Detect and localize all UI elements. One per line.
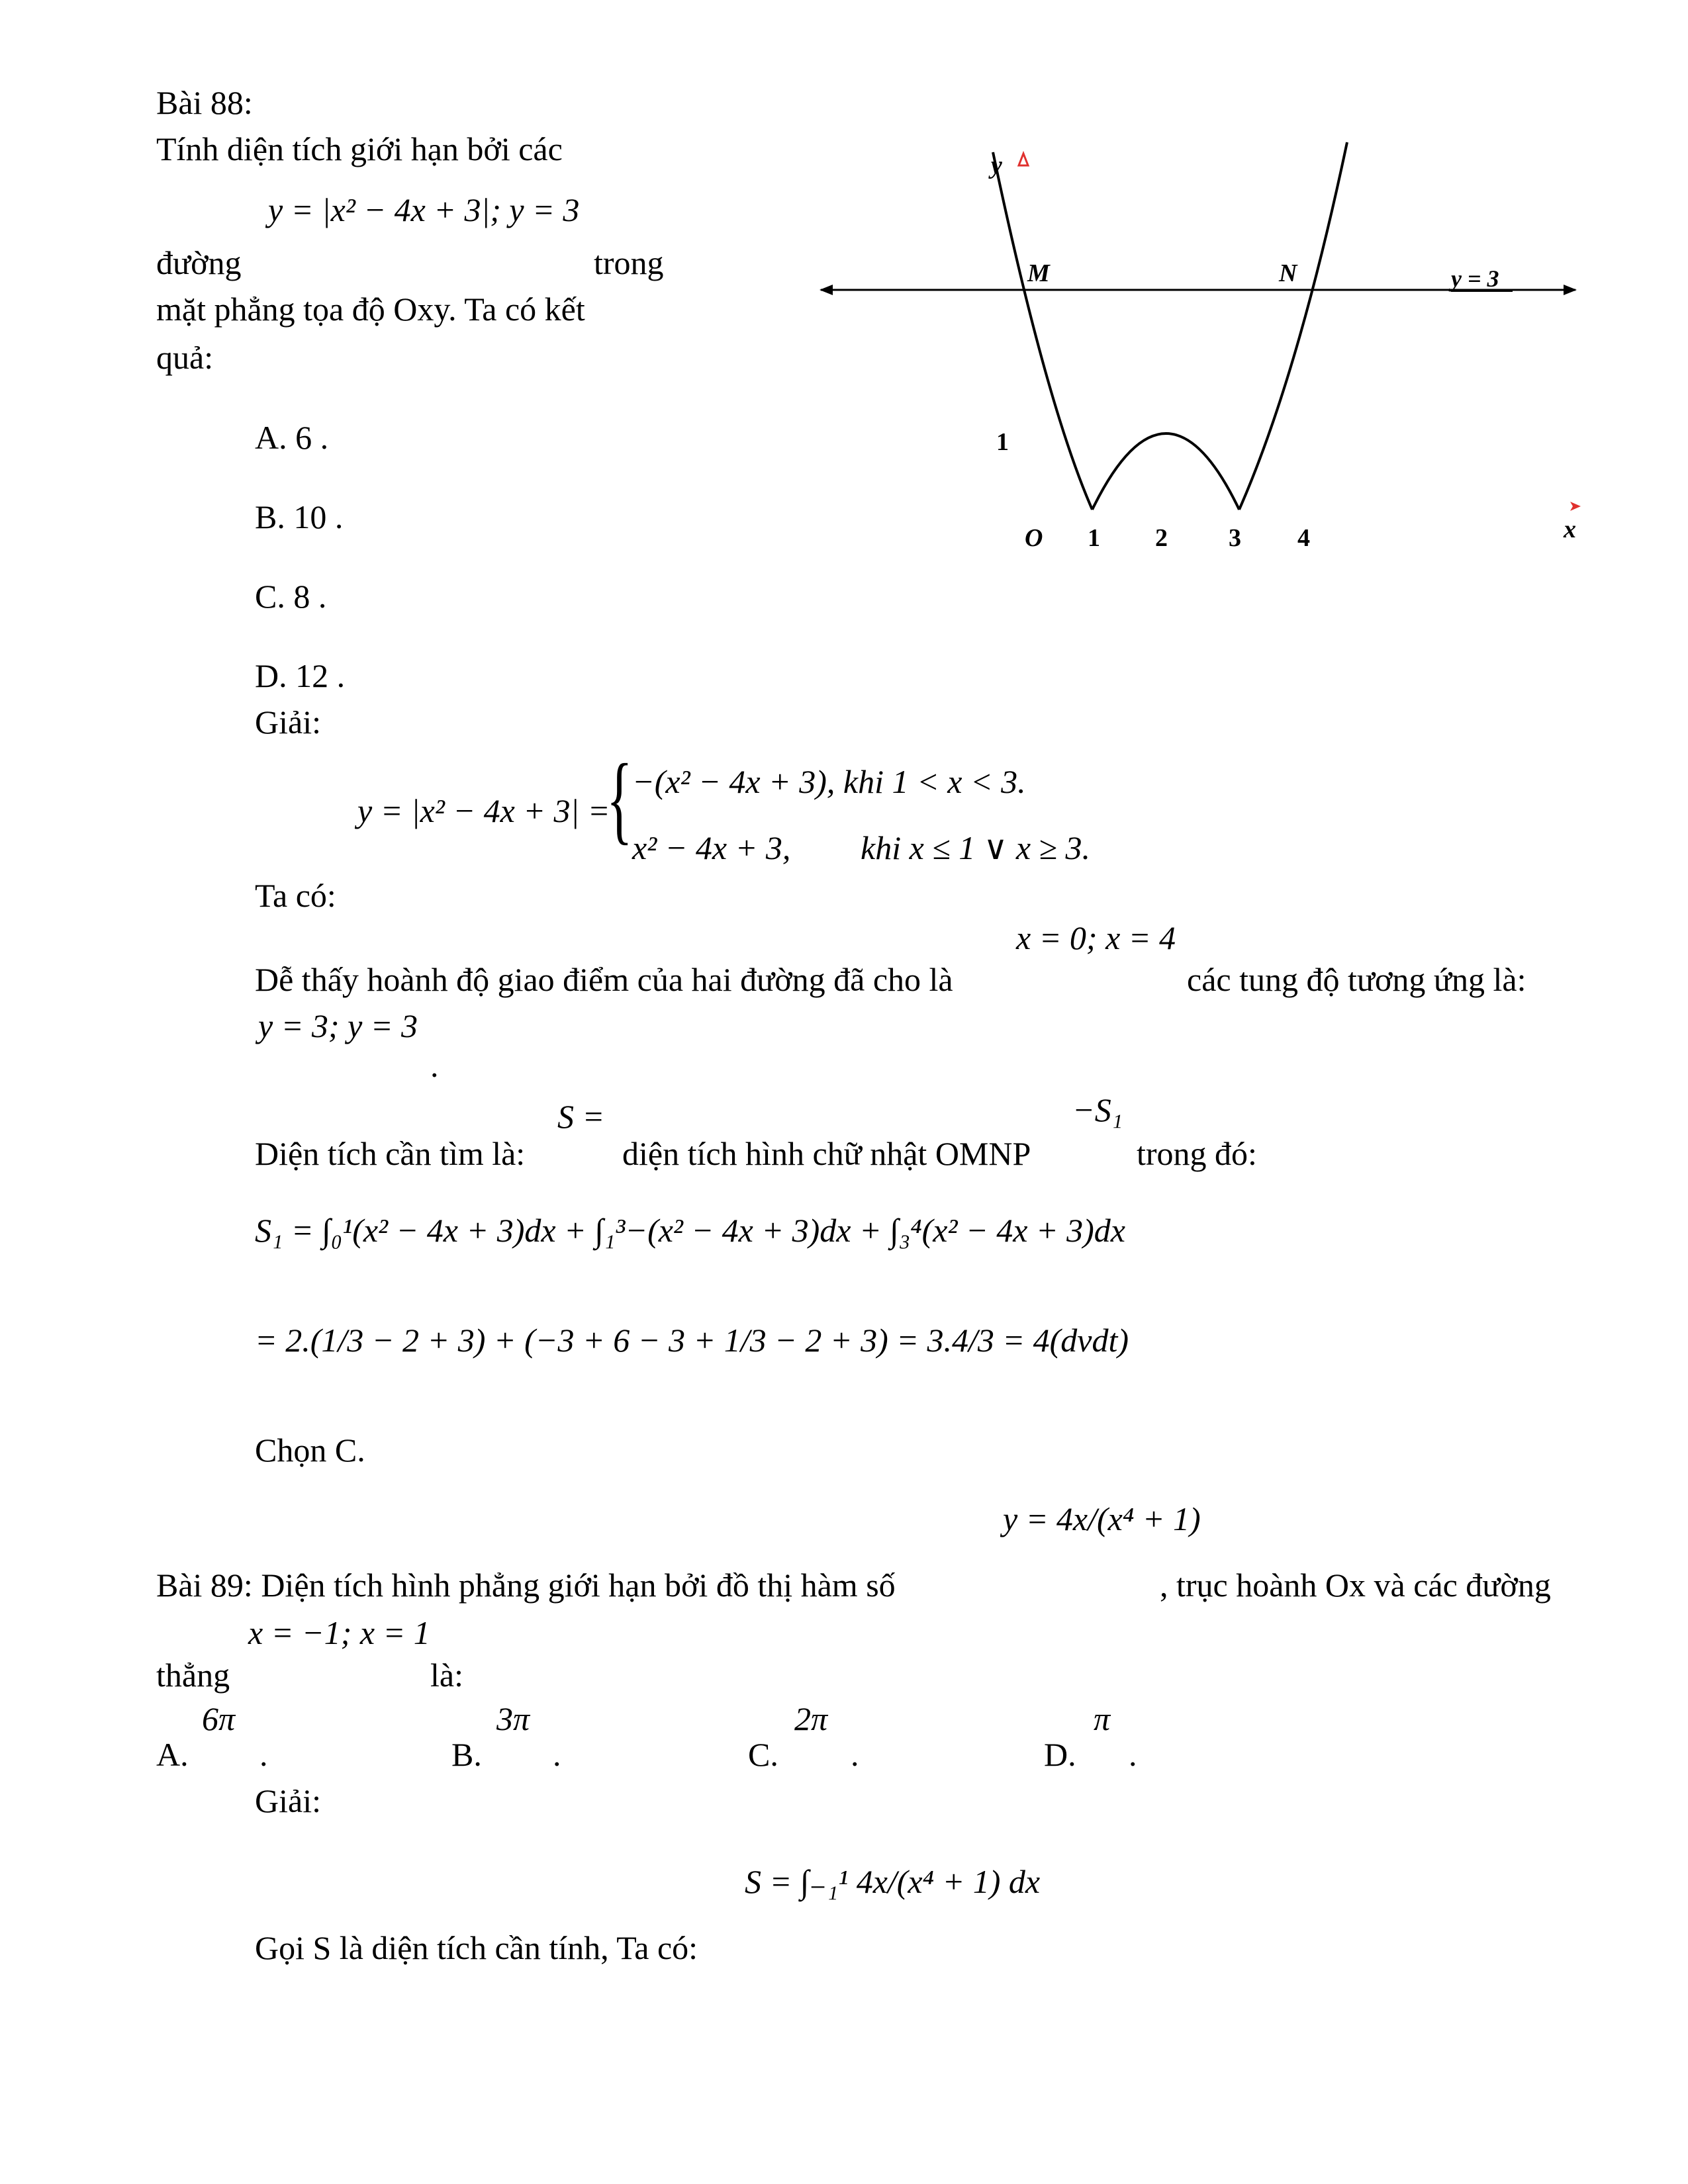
y-axis-arrow-icon: [1019, 154, 1028, 165]
problem-89-option-a-label: A.: [156, 1736, 189, 1773]
problem-89-line-1b: , trục hoành Ox và các đường: [1160, 1567, 1551, 1604]
curve-right-branch: [1239, 142, 1347, 510]
y-tick-1: 1: [996, 428, 1009, 456]
problem-89-function: y = 4x/(x⁴ + 1): [1003, 1500, 1201, 1537]
problem-89-line-1a: Bài 89: Diện tích hình phẳng giới hạn bởi đồ thị hàm số: [156, 1567, 896, 1604]
s1-integral-expression: S₁ = ∫₀¹(x² − 4x + 3)dx + ∫₁³−(x² − 4x + 3)dx + ∫₃⁴(x² − 4x + 3)dx: [255, 1212, 1125, 1249]
problem-89-solution-text: Gọi S là diện tích cần tính, Ta có:: [255, 1929, 698, 1966]
problem-88-option-a: A. 6 .: [255, 419, 329, 456]
area-text-a: Diện tích cần tìm là:: [255, 1135, 526, 1172]
problem-88-line-2a: đường: [156, 244, 242, 281]
problem-88-answer: Chọn C.: [255, 1432, 365, 1469]
problem-89-option-c-label: C.: [748, 1736, 778, 1773]
problem-88-line-4: quả:: [156, 339, 214, 376]
point-m-label: M: [1027, 259, 1050, 287]
left-arrow-icon: [820, 285, 833, 295]
x-axis-label: x: [1564, 516, 1576, 543]
intersection-text-b: các tung độ tương ứng là:: [1187, 961, 1526, 998]
point-n-label: N: [1279, 259, 1297, 287]
area-minus-s1: −S₁: [1072, 1091, 1123, 1128]
option-a-dot: .: [259, 1736, 268, 1773]
problem-88-line-2b: trong: [594, 244, 664, 281]
area-s-equals: S =: [557, 1098, 605, 1135]
problem-88-equation: y = |x² − 4x + 3|; y = 3: [268, 191, 580, 228]
y-axis-label: y: [991, 152, 1002, 179]
area-text-c: trong đó:: [1137, 1135, 1257, 1172]
problem-88-option-b: B. 10 .: [255, 498, 344, 535]
problem-89-option-d-value: π: [1094, 1700, 1111, 1737]
x-tick-2: 2: [1155, 524, 1168, 552]
problem-89-option-b-label: B.: [451, 1736, 482, 1773]
problem-89-solution-heading: Giải:: [255, 1782, 321, 1819]
problem-89-option-b-value: 3π: [496, 1700, 530, 1737]
option-d-dot: .: [1129, 1736, 1137, 1773]
x-axis-arrow-icon: [1570, 502, 1581, 511]
stray-dot: .: [430, 1047, 439, 1084]
x-tick-3: 3: [1229, 524, 1241, 552]
piecewise-lhs: y = |x² − 4x + 3| =: [357, 792, 610, 829]
piecewise-case-2: x² − 4x + 3,: [632, 829, 791, 866]
problem-89-integral: S = ∫₋₁¹ 4x/(x⁴ + 1) dx: [745, 1863, 1041, 1900]
problem-89-line-2b: là:: [430, 1657, 463, 1694]
problem-88-title: Bài 88:: [156, 84, 253, 121]
problem-89-option-a-value: 6π: [202, 1700, 236, 1737]
problem-89-option-c-value: 2π: [794, 1700, 828, 1737]
intersection-text-a: Dễ thấy hoành độ giao điểm của hai đường đã cho là: [255, 961, 953, 998]
curve-left-branch: [993, 152, 1092, 510]
right-arrow-icon: [1564, 285, 1577, 295]
intersection-x-values: x = 0; x = 4: [1016, 919, 1176, 956]
piecewise-case-2-condition: khi x ≤ 1 ∨ x ≥ 3.: [861, 829, 1090, 866]
problem-88-option-c: C. 8 .: [255, 578, 327, 615]
option-b-dot: .: [553, 1736, 561, 1773]
problem-88-solution-heading: Giải:: [255, 704, 321, 741]
area-text-b: diện tích hình chữ nhật OMNP: [622, 1135, 1031, 1172]
problem-89-option-d-label: D.: [1044, 1736, 1076, 1773]
problem-89-line-2a: thẳng: [156, 1657, 230, 1694]
x-tick-4: 4: [1297, 524, 1310, 552]
problem-88-line-1: Tính diện tích giới hạn bởi các: [156, 130, 563, 167]
s1-calculation: = 2.(1/3 − 2 + 3) + (−3 + 6 − 3 + 1/3 − 2 + 3) = 3.4/3 = 4(dvdt): [255, 1322, 1129, 1359]
x-tick-1: 1: [1088, 524, 1100, 552]
ta-co-label: Ta có:: [255, 877, 336, 914]
problem-88-option-d: D. 12 .: [255, 657, 346, 694]
intersection-y-values: y = 3; y = 3: [258, 1007, 418, 1044]
problem-88-line-3: mặt phẳng tọa độ Oxy. Ta có kết: [156, 291, 585, 328]
curve-middle-arc: [1092, 433, 1239, 510]
piecewise-brace: {: [606, 744, 633, 854]
line-label: y = 3: [1451, 265, 1499, 292]
piecewise-case-1: −(x² − 4x + 3), khi 1 < x < 3.: [632, 763, 1026, 800]
problem-89-vertical-lines: x = −1; x = 1: [248, 1614, 430, 1651]
option-c-dot: .: [851, 1736, 859, 1773]
origin-label: O: [1025, 524, 1043, 552]
